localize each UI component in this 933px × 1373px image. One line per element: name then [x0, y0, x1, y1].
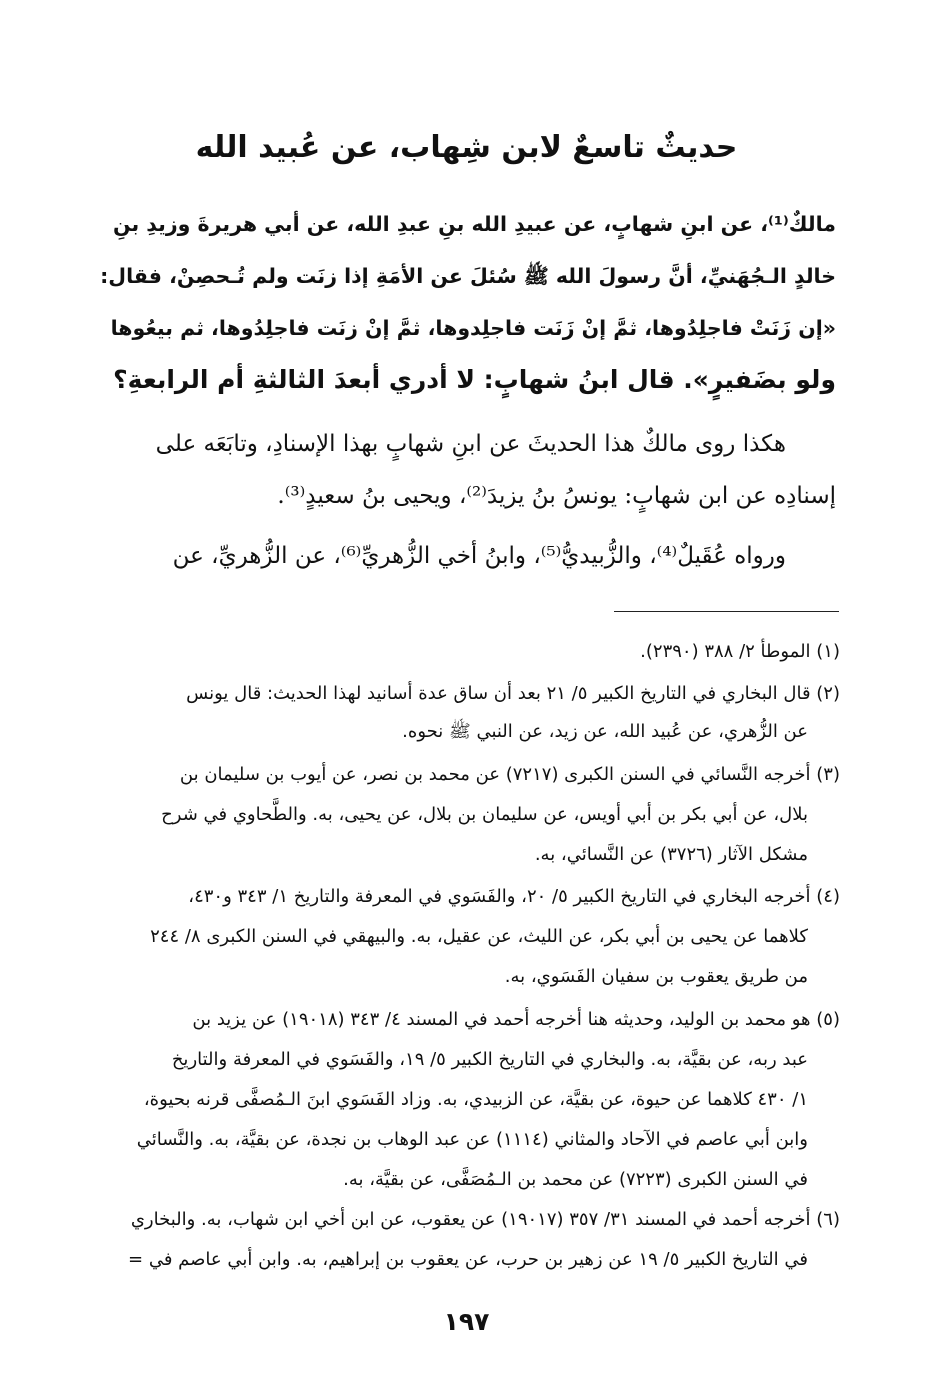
footnote-3-line-2: بلال، عن أبي بكر بن أبي أويس، عن سليمان بن بلال، عن يحيى، به. والطَّحاوي في شرح: [161, 804, 808, 825]
footnote-separator: [614, 611, 839, 612]
footnote-5-line-1: (٥) هو محمد بن الوليد، وحديثه هنا أخرجه أحمد في المسند ٤/ ٣٤٣ (١٩٠١٨) عن يزيد بن: [192, 1009, 840, 1030]
footnote-6-line-2: في التاريخ الكبير ٥/ ١٩ عن زهير بن حرب، عن يعقوب بن إبراهيم، به. وابن أبي عاصم في =: [128, 1249, 808, 1270]
footnote-3-line-1: (٣) أخرجه النَّسائي في السنن الكبرى (٧٢١٧) عن محمد بن نصر، عن أيوب بن سليمان بن: [179, 764, 840, 785]
footnote-4-line-1: (٤) أخرجه البخاري في التاريخ الكبير ٥/ ٢٠، والفَسَوي في المعرفة والتاريخ ١/ ٣٤٣ و٤٣٠،: [188, 886, 840, 907]
hadith-title: حديثٌ تاسعٌ لابن شِهاب، عن عُبيد الله: [195, 130, 738, 165]
footnote-1-line-1: (١) الموطأ ٢/ ٣٨٨ (٢٣٩٠).: [640, 641, 840, 662]
footnote-4-line-2: كلاهما عن يحيى بن أبي بكر، عن الليث، عن عقيل، به. والبيهقي في السنن الكبرى ٨/ ٢٤٤: [150, 926, 808, 947]
page-number: ١٩٧: [443, 1307, 490, 1336]
footnote-5-line-2: عبد ربه، عن بقيَّة، به. والبخاري في التاريخ الكبير ٥/ ١٩، والفَسَوي في المعرفة والتاريخ: [171, 1049, 808, 1070]
main-text-line-1: مالكٌ⁽¹⁾، عن ابنِ شهابٍ، عن عبيدِ الله بنِ عبدِ الله، عن أبي هريرةَ وزيدِ بنِ: [113, 212, 836, 236]
footnote-5-line-5: في السنن الكبرى (٧٢٢٣) عن محمد بن الـمُصَفَّى، عن بقيَّة، به.: [343, 1169, 808, 1190]
commentary-line-3: ورواه عُقَيلٌ⁽⁴⁾، والزُّبيديُّ⁽⁵⁾، وابنُ أخي الزُّهريِّ⁽⁶⁾، عن الزُّهريِّ، عن: [172, 543, 786, 569]
commentary-line-2: إسنادِه عن ابن شهابٍ: يونسُ بنُ يزيدَ⁽²⁾، ويحيى بنُ سعيدٍ⁽³⁾.: [277, 483, 836, 509]
footnote-4-line-3: من طريق يعقوب بن سفيان الفَسَوي، به.: [504, 966, 808, 987]
footnote-2-line-1: (٢) قال البخاري في التاريخ الكبير ٥/ ٢١ بعد أن ساق عدة أسانيد لهذا الحديث: قال يونس: [186, 683, 840, 704]
main-text-line-4: ولو بضَفيرٍ». قال ابنُ شهابٍ: لا أدري أبعدَ الثالثةِ أم الرابعةِ؟: [113, 365, 836, 394]
footnote-3-line-3: مشكل الآثار (٣٧٢٦) عن النَّسائي، به.: [534, 844, 808, 865]
footnote-2-line-2: عن الزُّهري، عن عُبيد الله، عن زيد، عن النبي ﷺ نحوه.: [402, 721, 808, 742]
footnote-5-line-4: وابن أبي عاصم في الآحاد والمثاني (١١١٤) عن عبد الوهاب بن نجدة، عن بقيَّة، به. والنَّسائي: [136, 1129, 808, 1150]
main-text-line-2: خالدٍ الـجُهَنيِّ، أنَّ رسولَ الله ﷺ سُئلَ عن الأمَةِ إذا زنَت ولم تُـحصِنْ، فقال:: [100, 264, 836, 288]
main-text-line-3: «إن زَنَتْ فاجلِدُوها، ثمَّ إنْ زَنَت فاجلِدوها، ثمَّ إنْ زنَت فاجلِدُوها، ثم بيعُوها: [110, 316, 836, 340]
footnote-5-line-3: ١/ ٤٣٠ كلاهما عن حيوة، عن بقيَّة، عن الزبيدي، به. وزاد الفَسَوي ابنَ الـمُصفَّى قرنه بحيوة،: [143, 1089, 808, 1110]
footnote-6-line-1: (٦) أخرجه أحمد في المسند ٣١/ ٣٥٧ (١٩٠١٧) عن يعقوب، عن ابن أخي ابن شهاب، به. والبخاري: [130, 1209, 840, 1230]
commentary-line-1: هكذا روى مالكٌ هذا الحديثَ عن ابنِ شهابٍ بهذا الإسنادِ، وتابَعَه على: [155, 431, 786, 457]
